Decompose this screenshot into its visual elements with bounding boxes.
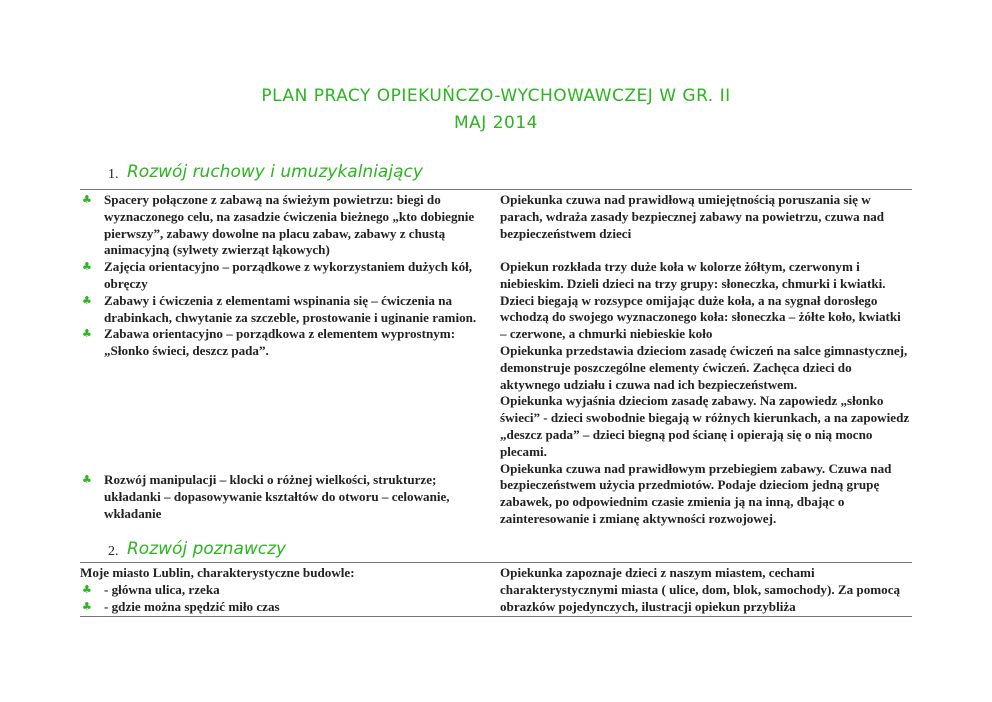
list-item <box>80 192 478 259</box>
club-icon: ♣ <box>82 599 92 613</box>
list-item-text: Spacery połączone z zabawą na świeżym powietrzu: biegi do wyznaczonego celu, na zasadzie ćwiczenia bieżnego „kto dobiegnie pierwszy”, zabawy dowolne na placu zabaw, zabawy z chustą animacyjną (sylwety zwierząt łąkowych) <box>104 192 475 258</box>
section-1-activities-extra <box>80 472 478 522</box>
list-item-text: - główna ulica, rzeka <box>104 581 220 597</box>
section-divider-bottom <box>80 616 912 617</box>
club-icon: ♣ <box>82 293 92 307</box>
club-icon: ♣ <box>82 582 92 596</box>
section-title: Rozwój ruchowy i umuzykalniający <box>127 162 423 182</box>
list-item-text: Zabawa orientacyjno – porządkowa z elementem wyprostnym: „Słonko świeci, deszcz pada”. <box>104 326 456 359</box>
topic-intro: Moje miasto Lublin, charakterystyczne budowle: <box>80 565 355 580</box>
list-item <box>80 259 478 293</box>
list-item <box>80 582 478 599</box>
section-2-topics <box>80 565 478 615</box>
note-paragraph: Opiekunka czuwa nad prawidłowym przebiegiem zabawy. Czuwa nad bezpieczeństwem użycia przedmiotów. Podaje dzieciom jedną grupę zabawek, po odpowiednim czasie zmienia ją na inną, dbając o zainteresowanie i zmianę aktywności rozwojowej. <box>500 460 892 526</box>
list-item-text: Zajęcia orientacyjno – porządkowe z wykorzystaniem dużych kół, obręczy <box>104 259 473 291</box>
list-item-text: Rozwój manipulacji – klocki o różnej wielkości, strukturze; układanki – dopasowywanie kształtów do otworu – celowanie, wkładanie <box>104 472 450 521</box>
section-number: 2. <box>108 544 119 559</box>
club-icon: ♣ <box>82 260 92 274</box>
section-1-activities <box>80 192 478 360</box>
list-item-text: Zabawy i ćwiczenia z elementami wspinania się – ćwiczenia na drabinkach, chwytanie za szczeble, prostowanie i uginanie ramion. <box>104 292 477 325</box>
club-icon: ♣ <box>82 327 92 341</box>
list-item <box>80 293 478 327</box>
list-item <box>80 472 478 522</box>
section-1-caregiver-notes-2 <box>500 259 910 528</box>
club-icon: ♣ <box>82 473 92 486</box>
section-divider <box>80 189 912 190</box>
note-paragraph: Opiekunka przedstawia dzieciom zasadę ćwiczeń na salce gimnastycznej, demonstruje poszczególne elementy ćwiczeń. Zachęca dzieci do aktywnego udziału i czuwa nad ich bezpieczeństwem. <box>500 342 908 392</box>
list-item-text: - gdzie można spędzić miło czas <box>104 598 280 614</box>
list-item <box>80 326 478 360</box>
section-2-caregiver-notes <box>500 565 910 615</box>
section-number: 1. <box>108 167 119 182</box>
note-paragraph: Opiekun rozkłada trzy duże koła w kolorze żółtym, czerwonym i niebieskim. Dzieli dzieci na trzy grupy: słoneczka, chmurki i kwiatki. Dzieci biegają w rozsypce omijając duże koła, a na sygnał dorosłego wchodzą do swojego wyznaczonego koła: słoneczka – żółte koło, kwiatki – czerwone, a chmurki niebieskie koło <box>500 259 901 342</box>
note-paragraph: Opiekunka zapoznaje dzieci z naszym miastem, cechami charakterystycznymi miasta ( ulice, dom, blok, samochody). Za pomocą obrazków pojedynczych, ilustracji opiekun przybliża <box>500 565 901 614</box>
club-icon: ♣ <box>82 193 92 206</box>
page-subtitle-month: MAJ 2014 <box>454 113 538 133</box>
section-divider <box>80 562 912 563</box>
note-paragraph: Opiekunka czuwa nad prawidłową umiejętnością poruszania się w parach, wdraża zasady bezpiecznej zabawy na powietrzu, czuwa nad bezpieczeństwem dzieci <box>500 192 885 241</box>
section-1-caregiver-notes <box>500 192 910 242</box>
page-title: PLAN PRACY OPIEKUŃCZO-WYCHOWAWCZEJ W GR. II <box>261 86 731 106</box>
section-title: Rozwój poznawczy <box>127 539 287 559</box>
note-paragraph: Opiekunka wyjaśnia dzieciom zasadę zabawy. Na zapowiedz „słonko świeci” - dzieci swobodnie biegają w różnych kierunkach, a na zapowiedz „deszcz pada” – dzieci biegną pod ścianę i opierają się o nią mocno plecami. <box>500 393 910 459</box>
list-item <box>80 599 478 616</box>
